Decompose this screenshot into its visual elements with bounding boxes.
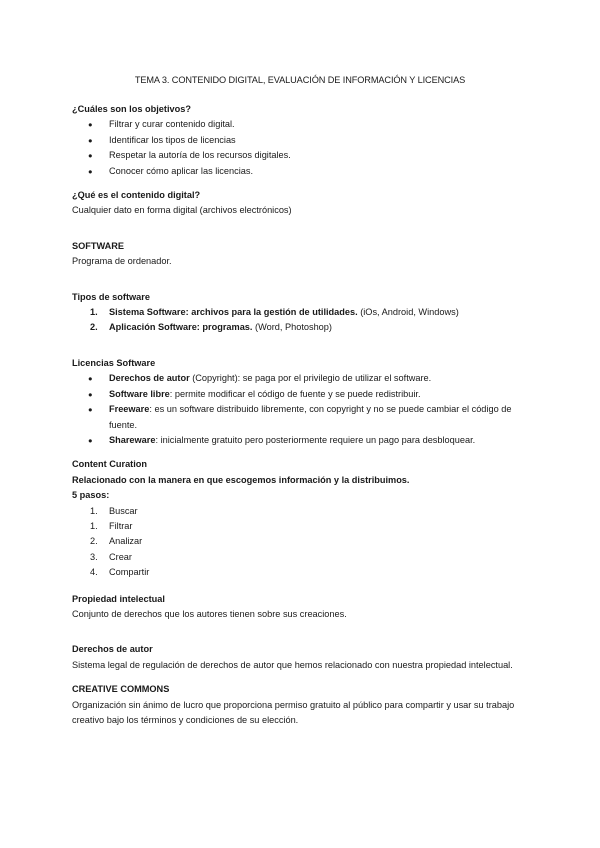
list-item: ● Conocer cómo aplicar las licencias.	[72, 164, 530, 179]
item-number: 3.	[90, 551, 98, 562]
tipos-heading: Tipos de software	[72, 291, 150, 302]
document-title: TEMA 3. CONTENIDO DIGITAL, EVALUACIÓN DE INFORMACIÓN Y LICENCIAS	[134, 75, 466, 85]
list-item	[72, 402, 530, 433]
item-bold-text: Aplicación Software: programas.	[109, 322, 253, 333]
item-text: : inicialmente gratuito pero posteriormente requiere un pago para desbloquear.	[155, 434, 476, 445]
item-number: 2.	[90, 536, 98, 547]
contenido-heading: ¿Qué es el contenido digital?	[72, 190, 201, 201]
software-text: Programa de ordenador.	[72, 256, 172, 267]
cc-heading: CREATIVE COMMONS	[72, 684, 170, 695]
item-text: Crear	[109, 551, 132, 562]
list-item: ● Identificar los tipos de licencias	[72, 133, 530, 148]
list-item	[72, 550, 530, 565]
list-item	[72, 504, 530, 519]
item-bold-text: Sistema Software: archivos para la gestión de utilidades.	[109, 307, 358, 318]
item-text: : permite modificar el código de fuente y se puede redistribuir.	[169, 388, 421, 399]
item-text: Filtrar	[109, 520, 133, 531]
curation-steps	[72, 504, 530, 581]
item-text: (iOs, Android, Windows)	[357, 307, 459, 318]
tipos-list	[72, 305, 530, 336]
item-text: Buscar	[109, 505, 138, 516]
document-body	[72, 102, 530, 728]
list-item	[72, 519, 530, 534]
cc-text: Organización sin ánimo de lucro que proporciona permiso gratuito al público para compartir y usar su trabajo creativo bajo los términos y condiciones de su elección.	[72, 699, 515, 725]
list-item	[72, 534, 530, 549]
derechos-heading: Derechos de autor	[72, 644, 153, 655]
curation-heading: Content Curation	[72, 459, 148, 470]
item-bold-text: Software libre	[109, 388, 170, 399]
item-bold-text: Derechos de autor	[109, 373, 190, 384]
item-text: Analizar	[109, 536, 143, 547]
list-item: ● Filtrar y curar contenido digital.	[72, 117, 530, 132]
objetivos-list	[72, 117, 530, 179]
list-item	[72, 433, 530, 448]
objetivos-heading: ¿Cuáles son los objetivos?	[72, 104, 191, 114]
item-text: Compartir	[109, 567, 150, 578]
item-text: (Word, Photoshop)	[252, 322, 332, 333]
list-item	[72, 565, 530, 580]
licencias-list	[72, 371, 530, 448]
list-item: ● Respetar la autoría de los recursos digitales.	[72, 148, 530, 163]
list-item	[72, 320, 530, 335]
item-bold-text: Shareware	[109, 434, 156, 445]
licencias-heading: Licencias Software	[72, 357, 156, 368]
list-item	[72, 371, 530, 386]
item-bold-text: Freeware	[109, 404, 150, 415]
curation-subtitle: Relacionado con la manera en que escogemos información y la distribuimos.	[72, 474, 410, 485]
item-number: 1.	[90, 505, 98, 516]
item-number: 2.	[90, 322, 98, 333]
item-number: 4.	[90, 567, 98, 578]
derechos-text: Sistema legal de regulación de derechos de autor que hemos relacionado con nuestra propiedad intelectual.	[72, 659, 513, 670]
curation-pasos-label: 5 pasos:	[72, 490, 110, 501]
propiedad-text: Conjunto de derechos que los autores tienen sobre sus creaciones.	[72, 608, 347, 619]
item-number: 1.	[90, 307, 98, 318]
software-heading: SOFTWARE	[72, 240, 125, 251]
list-item	[72, 387, 530, 402]
contenido-text: Cualquier dato en forma digital (archivos electrónicos)	[72, 205, 292, 216]
propiedad-heading: Propiedad intelectual	[72, 593, 165, 604]
item-number: 1.	[90, 520, 98, 531]
item-text: : es un software distribuido libremente, con copyright y no se puede cambiar el código de fuente.	[109, 404, 512, 430]
item-text: (Copyright): se paga por el privilegio de utilizar el software.	[189, 373, 432, 384]
list-item	[72, 305, 530, 320]
